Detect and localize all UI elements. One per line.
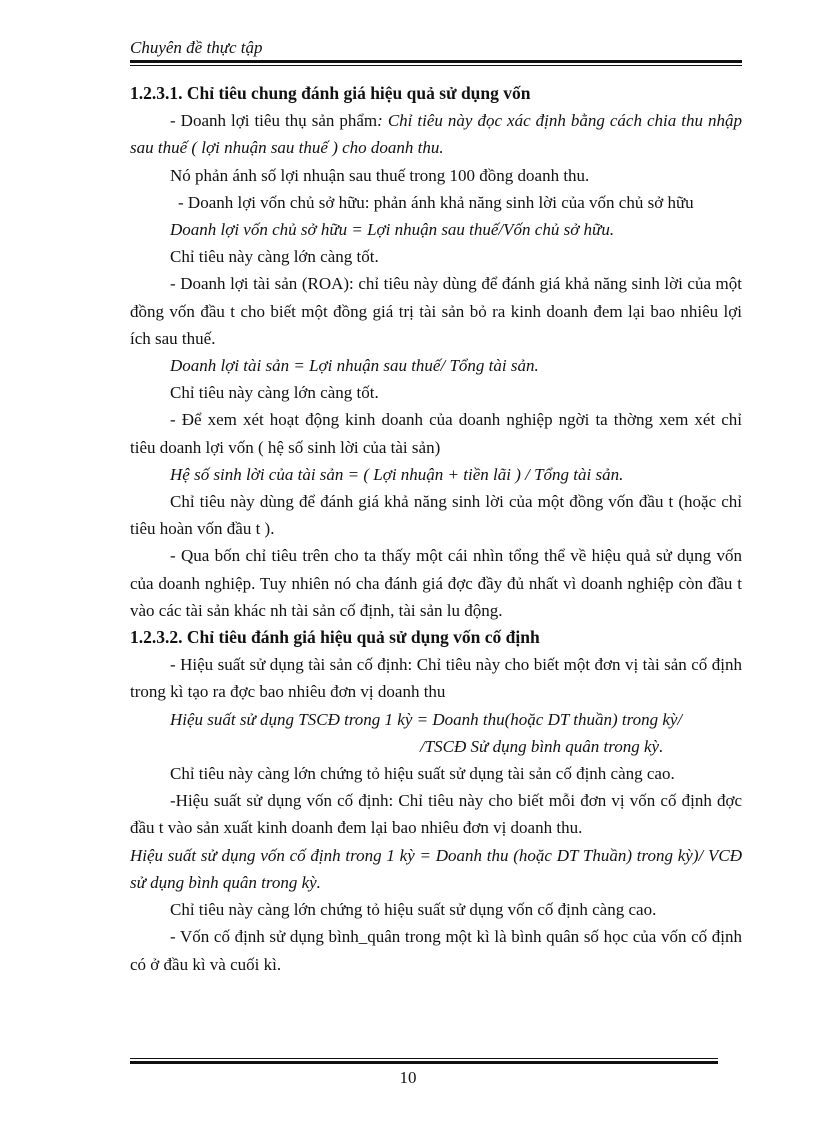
paragraph [130, 107, 742, 161]
header-rule [130, 60, 742, 66]
paragraph: - Để xem xét hoạt động kinh doanh của doanh nghiệp ngời ta thờng xem xét chỉ tiêu doanh lợi vốn ( hệ số sinh lời của tài sản) [130, 410, 742, 457]
formula-continuation: /TSCĐ Sử dụng bình quân trong kỳ. [420, 736, 664, 756]
formula: Doanh lợi vốn chủ sở hữu = Lợi nhuận sau thuế/Vốn chủ sở hữu. [170, 220, 615, 240]
paragraph: - Doanh lợi vốn chủ sở hữu: phản ánh khả năng sinh lời của vốn chủ sở hữu [178, 192, 694, 212]
paragraph: -Hiệu suất sử dụng vốn cố định: Chỉ tiêu này cho biết mỗi đơn vị vốn cố định đợc đầu t vào sản xuất kinh doanh đem lại bao nhiêu đơn vị doanh thu. [130, 791, 742, 838]
paragraph: Chỉ tiêu này càng lớn càng tốt. [170, 247, 379, 267]
paragraph-italic: : Chỉ tiêu này đọc xác định bằng cách chia thu nhập sau thuế ( lợi nhuận sau thuế ) cho doanh thu. [130, 111, 742, 158]
header-title: Chuyên đề thực tập [130, 38, 263, 57]
document-body [130, 80, 742, 978]
paragraph: Chỉ tiêu này dùng để đánh giá khả năng sinh lời của một đồng vốn đầu t (hoặc chỉ tiêu hoàn vốn đầu t ). [130, 492, 742, 539]
paragraph: Chỉ tiêu này càng lớn chứng tỏ hiệu suất sử dụng vốn cố định càng cao. [170, 900, 657, 920]
paragraph: - Qua bốn chỉ tiêu trên cho ta thấy một cái nhìn tổng thể về hiệu quả sử dụng vốn của doanh nghiệp. Tuy nhiên nó cha đánh giá đợc đầy đủ nhất vì doanh nghiệp còn đầu t vào các tài sản khác nh tài sản cố định, tài sản lu động. [130, 546, 742, 620]
formula: Hệ số sinh lời của tài sản = ( Lợi nhuận + tiền lãi ) / Tổng tài sản. [170, 464, 624, 484]
footer-rule [130, 1058, 718, 1064]
paragraph-lead: - Doanh lợi tiêu thụ sản phẩm [170, 111, 378, 131]
paragraph: Chỉ tiêu này càng lớn càng tốt. [170, 383, 379, 403]
formula: Doanh lợi tài sản = Lợi nhuận sau thuế/ Tổng tài sản. [170, 356, 539, 376]
paragraph: Nó phản ánh số lợi nhuận sau thuế trong 100 đồng doanh thu. [170, 165, 590, 185]
section-heading-2: 1.2.3.2. Chỉ tiêu đánh giá hiệu quả sử dụng vốn cố định [130, 627, 540, 648]
section-heading-1: 1.2.3.1. Chỉ tiêu chung đánh giá hiệu quả sử dụng vốn [130, 83, 531, 103]
page-header [130, 38, 742, 58]
paragraph: - Hiệu suất sử dụng tài sản cố định: Chỉ tiêu này cho biết một đơn vị tài sản cố định trong kì tạo ra đợc bao nhiêu đơn vị doanh thu [130, 655, 742, 702]
formula: Hiệu suất sử dụng vốn cố định trong 1 kỳ = Doanh thu (hoặc DT Thuần) trong kỳ)/ VCĐ sử dụng bình quân trong kỳ. [130, 845, 742, 892]
paragraph: - Vốn cố định sử dụng bình_quân trong một kì là bình quân số học của vốn cố định có ở đầu kì và cuối kì. [130, 927, 742, 974]
paragraph: - Doanh lợi tài sản (ROA): chỉ tiêu này dùng để đánh giá khả năng sinh lời của một đồng vốn đầu t cho biết một đồng giá trị tài sản bỏ ra kinh doanh đem lại bao nhiêu lợi ích sau thuế. [130, 274, 742, 348]
formula: Hiệu suất sử dụng TSCĐ trong 1 kỳ = Doanh thu(hoặc DT thuần) trong kỳ/ [170, 709, 683, 729]
page-number: 10 [399, 1068, 417, 1087]
paragraph: Chỉ tiêu này càng lớn chứng tỏ hiệu suất sử dụng tài sản cố định càng cao. [170, 764, 675, 784]
